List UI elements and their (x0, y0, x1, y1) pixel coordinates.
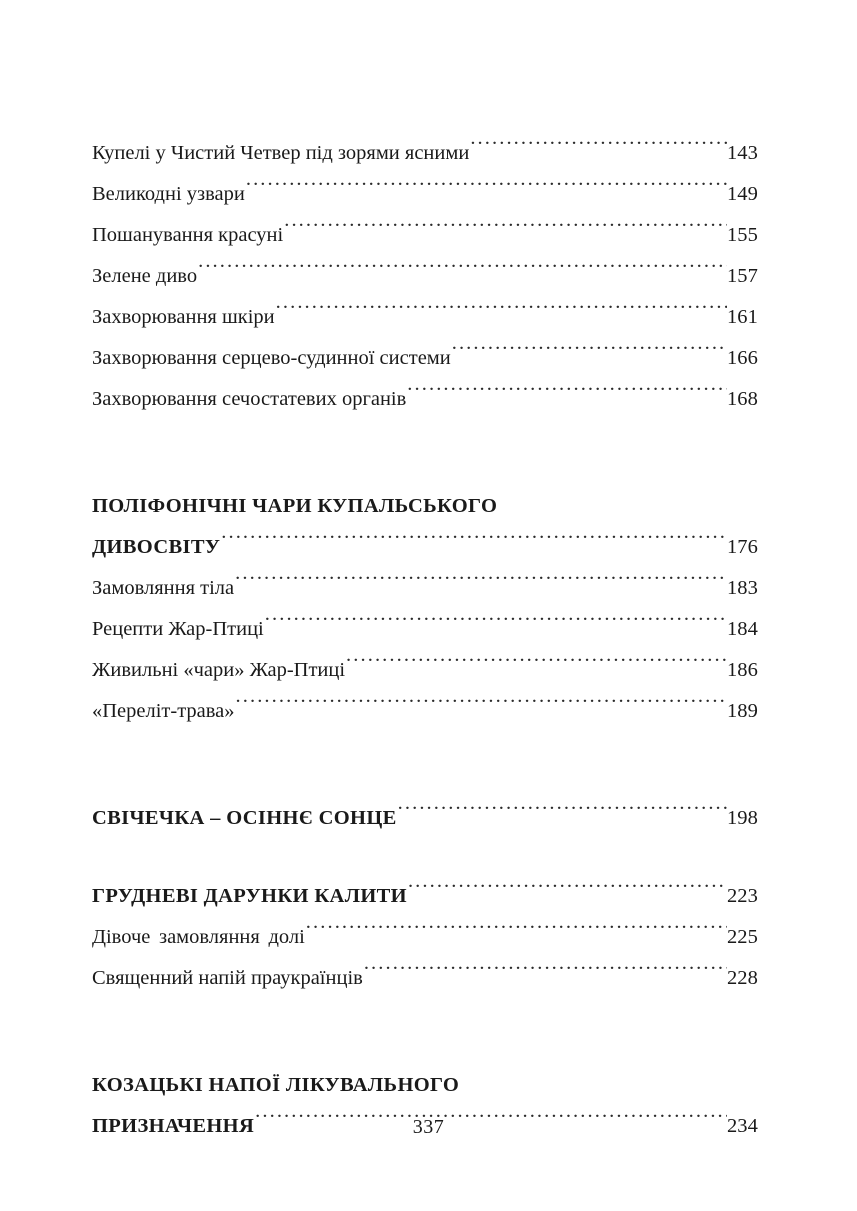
toc-entry[interactable] (92, 958, 758, 999)
toc-entry-page: 228 (726, 967, 758, 989)
toc-entry-title: Живильні «чари» Жар-Птиці (92, 659, 346, 681)
toc-entry-page: 168 (726, 388, 758, 410)
toc-entry-page: 234 (726, 1115, 758, 1137)
toc-entry-page: 161 (726, 306, 758, 328)
toc-entry-page: 157 (726, 265, 758, 287)
toc-entry-page: 143 (726, 142, 758, 164)
page-folio-number: 337 (412, 1116, 445, 1138)
toc-entry-heading[interactable] (92, 527, 758, 568)
toc-entry-heading[interactable] (92, 876, 758, 917)
toc-entry-title: Захворювання шкіри (92, 306, 275, 328)
toc-entry-title: Рецепти Жар-Птиці (92, 618, 264, 640)
toc-entry-page: 155 (726, 224, 758, 246)
dot-leader (265, 615, 727, 636)
toc-entry-title: «Переліт-трава» (92, 700, 235, 722)
toc-entry-page: 166 (726, 347, 758, 369)
toc-entry[interactable] (92, 338, 758, 379)
toc-entry-page: 198 (726, 807, 758, 829)
toc-entry-title: СВІЧЕЧКА – ОСІННЄ СОНЦЕ (92, 807, 397, 829)
dot-leader (452, 344, 727, 365)
dot-leader (235, 574, 727, 595)
section-spacer (92, 839, 758, 876)
dot-leader (284, 221, 727, 242)
toc-entry-title: Захворювання сечостатевих органів (92, 388, 407, 410)
dot-leader (236, 697, 727, 718)
dot-leader (407, 385, 727, 406)
toc-entry-title: Замовляння тіла (92, 577, 235, 599)
toc-entry[interactable] (92, 650, 758, 691)
toc-group-3 (92, 798, 758, 839)
dot-leader (198, 262, 727, 283)
section-spacer (92, 420, 758, 486)
toc-group-4 (92, 876, 758, 999)
toc-entry-page: 149 (726, 183, 758, 205)
dot-leader (221, 533, 727, 554)
toc-entry-title: Купелі у Чистий Четвер під зорями ясними (92, 142, 470, 164)
toc-group-1 (92, 133, 758, 420)
toc-entry[interactable] (92, 297, 758, 338)
toc-entry[interactable] (92, 133, 758, 174)
toc-entry-page: 176 (726, 536, 758, 558)
dot-leader (364, 964, 727, 985)
dot-leader (276, 303, 727, 324)
toc-heading-first-line: КОЗАЦЬКІ НАПОЇ ЛІКУВАЛЬНОГО (92, 1074, 460, 1096)
toc-entry-heading[interactable] (92, 798, 758, 839)
toc-entry-page: 223 (726, 885, 758, 907)
toc-entry[interactable] (92, 568, 758, 609)
toc-entry-title: Дівоче замовляння долі (92, 926, 305, 948)
toc-entry-title: ПРИЗНАЧЕННЯ (92, 1115, 255, 1137)
dot-leader (398, 804, 727, 825)
toc-entry[interactable] (92, 215, 758, 256)
toc-entry-title: ГРУДНЕВІ ДАРУНКИ КАЛИТИ (92, 885, 407, 907)
toc-entry-page: 184 (726, 618, 758, 640)
toc-entry[interactable] (92, 174, 758, 215)
dot-leader (306, 923, 727, 944)
dot-leader (346, 656, 727, 677)
toc-entry-title: Захворювання серцево-судинної системи (92, 347, 451, 369)
table-of-contents (92, 133, 758, 1147)
toc-group-2 (92, 486, 758, 732)
toc-entry-title: Зелене диво (92, 265, 198, 287)
toc-entry-title: Великодні узвари (92, 183, 245, 205)
toc-entry[interactable] (92, 609, 758, 650)
dot-leader (246, 180, 727, 201)
toc-heading-first-line: ПОЛІФОНІЧНІ ЧАРИ КУПАЛЬСЬКОГО (92, 495, 498, 517)
section-spacer (92, 999, 758, 1065)
dot-leader (470, 139, 727, 160)
toc-entry[interactable] (92, 917, 758, 958)
toc-entry[interactable] (92, 379, 758, 420)
toc-entry-page: 183 (726, 577, 758, 599)
toc-entry-title: ДИВОСВІТУ (92, 536, 221, 558)
toc-entry-title: Священний напій праукраїнців (92, 967, 363, 989)
toc-entry[interactable] (92, 691, 758, 732)
toc-entry-page: 186 (726, 659, 758, 681)
toc-entry-page: 225 (726, 926, 758, 948)
dot-leader (408, 882, 727, 903)
section-spacer (92, 732, 758, 798)
toc-entry-page: 189 (726, 700, 758, 722)
toc-entry-title: Пошанування красуні (92, 224, 284, 246)
toc-entry[interactable] (92, 256, 758, 297)
